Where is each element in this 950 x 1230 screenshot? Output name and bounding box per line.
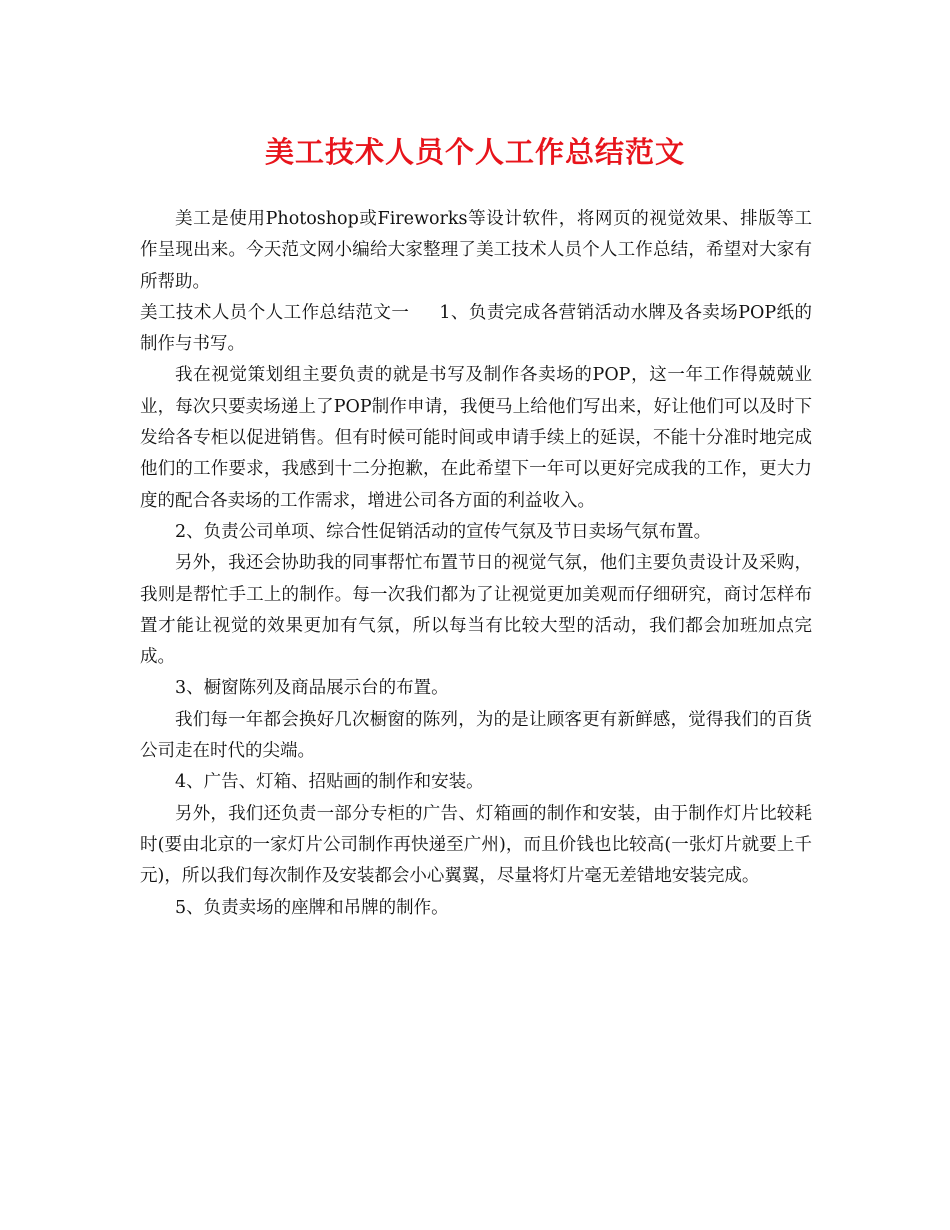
paragraph-festival-decoration: 另外，我还会协助我的同事帮忙布置节日的视觉气氛，他们主要负责设计及采购，我则是帮忙手工上的制作。每一次我们都为了让视觉更加美观而仔细研究，商讨怎样布置才能让视觉的效果更加有气氛，所以每当有比较大型的活动，我们都会加班加点完成。 xyxy=(140,553,812,668)
section-heading-paragraph xyxy=(140,298,812,361)
document-title: 美工技术人员个人工作总结范文 xyxy=(264,135,685,169)
item-3-heading: 3、橱窗陈列及商品展示台的布置。 xyxy=(175,678,449,699)
document-body xyxy=(140,204,812,924)
item-1-text: 1、负责完成各营销活动水牌及各卖场POP纸的制作与书写。 xyxy=(140,302,813,355)
intro-paragraph: 美工是使用Photoshop或Fireworks等设计软件，将网页的视觉效果、排版等工作呈现出来。今天范文网小编给大家整理了美工技术人员个人工作总结，希望对大家有所帮助。 xyxy=(140,209,812,292)
paragraph-pop-work: 我在视觉策划组主要负责的就是书写及制作各卖场的POP，这一年工作得兢兢业业，每次只要卖场递上了POP制作申请，我便马上给他们写出来，好让他们可以及时下发给各专柜以促进销售。但有时候可能时间或申请手续上的延误，不能十分准时地完成他们的工作要求，我感到十二分抱歉，在此希望下一年可以更好完成我的工作，更大力度的配合各卖场的工作需求，增进公司各方面的利益收入。 xyxy=(140,365,812,511)
item-4-heading: 4、广告、灯箱、招贴画的制作和安装。 xyxy=(175,772,484,793)
paragraph-lightbox: 另外，我们还负责一部分专柜的广告、灯箱画的制作和安装，由于制作灯片比较耗时(要由北京的一家灯片公司制作再快递至广州)，而且价钱也比较高(一张灯片就要上千元)，所以我们每次制作及安装都会小心翼翼，尽量将灯片毫无差错地安装完成。 xyxy=(140,803,812,887)
item-5-heading: 5、负责卖场的座牌和吊牌的制作。 xyxy=(175,897,449,918)
item-2-heading: 2、负责公司单项、综合性促销活动的宣传气氛及节日卖场气氛布置。 xyxy=(175,521,712,542)
section-label: 美工技术人员个人工作总结范文一 xyxy=(140,302,410,323)
paragraph-window-display: 我们每一年都会换好几次橱窗的陈列，为的是让顾客更有新鲜感，觉得我们的百货公司走在时代的尖端。 xyxy=(140,709,812,762)
